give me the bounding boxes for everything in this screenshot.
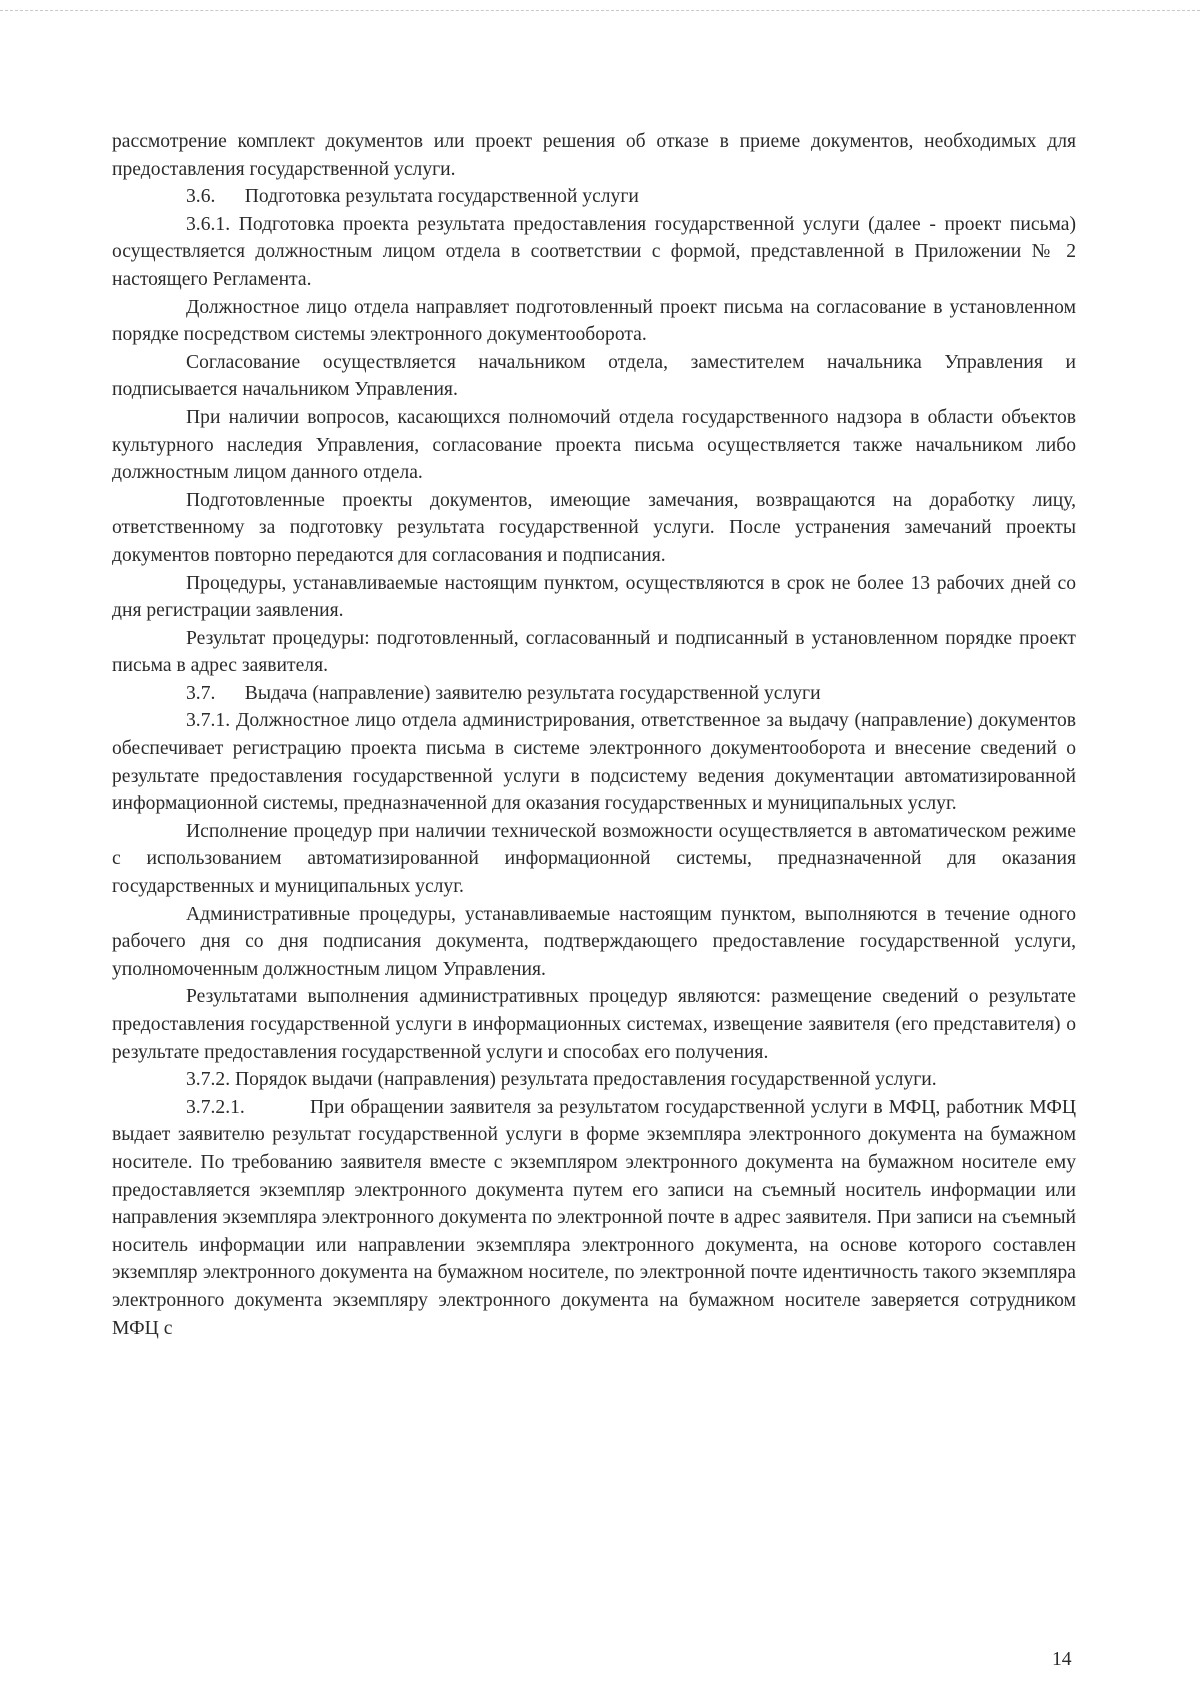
paragraph: 3.7.2.1. При обращении заявителя за результатом государственной услуги в МФЦ, работник МФЦ выдает заявителю результат государственной услуги в форме экземпляра электронного документа на бумажном носителе. По требованию заявителя вместе с экземпляром электронного документа на бумажном носителе ему предоставляется экземпляр электронного документа путем его записи на съемный носитель информации или направления экземпляра электронного документа по электронной почте в адрес заявителя. При записи на съемный носитель информации или направлении экземпляра электронного документа, на основе которого составлен экземпляр электронного документа на бумажном носителе, по электронной почте идентичность такого экземпляра электронного документа экземпляру электронного документа на бумажном носителе заверяется сотрудником МФЦ с (112, 1096, 1076, 1339)
scan-top-edge (0, 10, 1200, 11)
document-body (112, 128, 1076, 1342)
paragraph: Исполнение процедур при наличии технической возможности осуществляется в автоматическом режиме с использованием автоматизированной информационной системы, предназначенной для оказания государственных и муниципальных услуг. (112, 820, 1076, 898)
paragraph: Должностное лицо отдела направляет подготовленный проект письма на согласование в установленном порядке посредством системы электронного документооборота. (112, 296, 1076, 346)
paragraph: Результатами выполнения административных процедур являются: размещение сведений о результате предоставления государственной услуги в информационных системах, извещение заявителя (его представителя) о результате предоставления государственной услуги и способах его получения. (112, 986, 1076, 1063)
page-number: 14 (1052, 1649, 1072, 1670)
paragraph: Подготовленные проекты документов, имеющие замечания, возвращаются на доработку лицу, ответственному за подготовку результата государственной услуги. После устранения замечаний проекты документов повторно передаются для согласования и подписания. (112, 489, 1076, 566)
paragraph: 3.7.2. Порядок выдачи (направления) результата предоставления государственной услуги. (186, 1069, 937, 1091)
paragraph: Результат процедуры: подготовленный, согласованный и подписанный в установленном порядке проект письма в адрес заявителя. (112, 627, 1076, 677)
paragraph: рассмотрение комплект документов или проект решения об отказе в приеме документов, необходимых для предоставления государственной услуги. (112, 131, 1076, 180)
paragraph: При наличии вопросов, касающихся полномочий отдела государственного надзора в области объектов культурного наследия Управления, согласование проекта письма осуществляется также начальником либо должностным лицом данного отдела. (112, 406, 1076, 484)
paragraph: 3.6.1. Подготовка проекта результата предоставления государственной услуги (далее - проект письма) осуществляется должностным лицом отдела в соответствии с формой, представленной в Приложении № 2 настоящего Регламента. (112, 213, 1076, 290)
paragraph: Согласование осуществляется начальником отдела, заместителем начальника Управления и подписывается начальником Управления. (112, 351, 1076, 401)
section-heading: 3.6. Подготовка результата государственной услуги (186, 186, 639, 208)
paragraph: 3.7.1. Должностное лицо отдела администрирования, ответственное за выдачу (направление) документов обеспечивает регистрацию проекта письма в системе электронного документооборота и внесение сведений о результате предоставления государственной услуги в подсистему ведения документации автоматизированной информационной системы, предназначенной для оказания государственных и муниципальных услуг. (112, 710, 1076, 815)
paragraph: Административные процедуры, устанавливаемые настоящим пунктом, выполняются в течение одного рабочего дня со дня подписания документа, подтверждающего предоставление государственной услуги, уполномоченным должностным лицом Управления. (112, 903, 1076, 980)
paragraph: Процедуры, устанавливаемые настоящим пунктом, осуществляются в срок не более 13 рабочих дней со дня регистрации заявления. (112, 572, 1076, 622)
section-heading: 3.7. Выдача (направление) заявителю результата государственной услуги (186, 682, 821, 704)
